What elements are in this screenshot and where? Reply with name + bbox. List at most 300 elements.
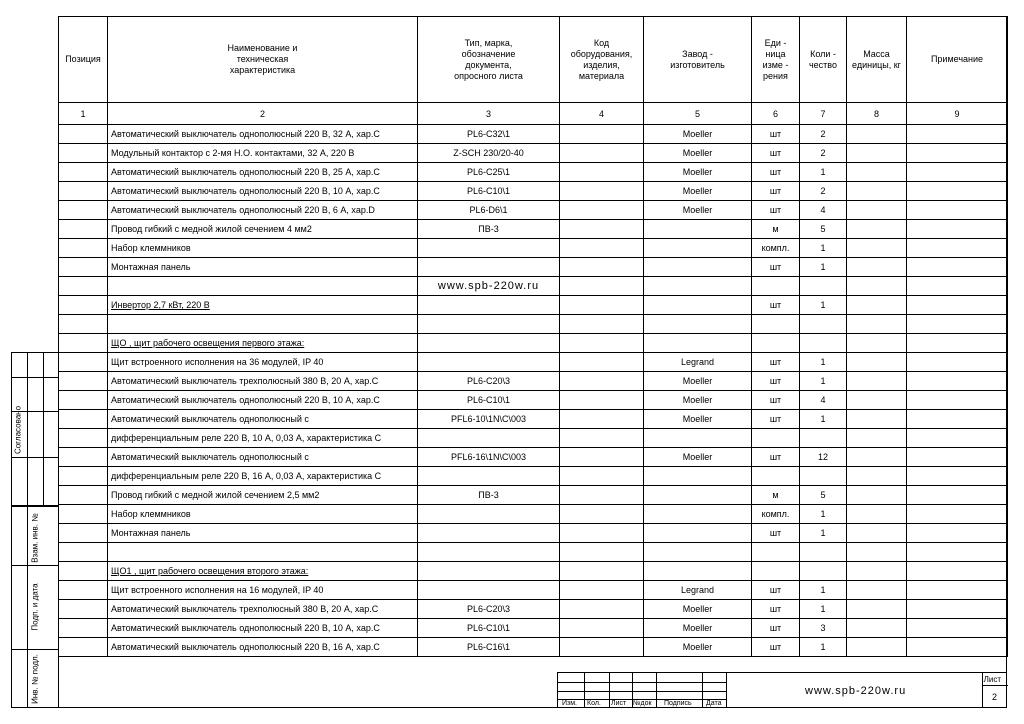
type-cell xyxy=(418,277,560,296)
col-num: 8 xyxy=(847,103,907,125)
stamp-izm: Изм. xyxy=(562,700,577,707)
unit-text: шт xyxy=(769,414,782,424)
header-type: Тип, марка, обозначение документа, опросного листа xyxy=(418,17,560,103)
qty-cell xyxy=(800,600,847,619)
type-cell xyxy=(418,391,560,410)
type-text: PL6-C10\1 xyxy=(466,395,511,405)
unit-cell xyxy=(752,448,800,467)
mass-cell xyxy=(847,410,907,429)
type-cell xyxy=(418,125,560,144)
code-cell xyxy=(560,296,644,315)
type-cell xyxy=(418,163,560,182)
inv-original-label: Инв. № подл. xyxy=(30,654,40,704)
col-num: 2 xyxy=(108,103,418,125)
qty-cell xyxy=(800,524,847,543)
maker-text: Moeller xyxy=(682,186,713,196)
maker-cell xyxy=(644,277,752,296)
code-cell xyxy=(560,144,644,163)
type-cell xyxy=(418,638,560,657)
note-cell xyxy=(907,486,1008,505)
type-cell xyxy=(418,353,560,372)
maker-cell xyxy=(644,467,752,486)
note-cell xyxy=(907,581,1008,600)
table-row xyxy=(59,353,1008,372)
unit-cell xyxy=(752,543,800,562)
qty-text: 1 xyxy=(820,528,826,538)
type-text: PFL6-10\1N\C\003 xyxy=(450,414,527,424)
col-num: 9 xyxy=(907,103,1008,125)
qty-cell xyxy=(800,334,847,353)
table-row xyxy=(59,619,1008,638)
qty-text: 1 xyxy=(820,262,826,272)
unit-text: шт xyxy=(769,167,782,177)
maker-cell xyxy=(644,505,752,524)
maker-text: Moeller xyxy=(682,129,713,139)
qty-text: 2 xyxy=(820,129,826,139)
qty-cell xyxy=(800,163,847,182)
code-cell xyxy=(560,353,644,372)
unit-cell xyxy=(752,334,800,353)
pos-cell xyxy=(59,372,108,391)
type-cell xyxy=(418,258,560,277)
table-row xyxy=(59,315,1008,334)
site-watermark: www.spb-220w.ru xyxy=(805,685,907,697)
sign-date-label: Подп. и дата xyxy=(30,583,40,631)
pos-cell xyxy=(59,353,108,372)
unit-cell xyxy=(752,220,800,239)
table-row xyxy=(59,277,1008,296)
unit-text: шт xyxy=(769,642,782,652)
unit-cell xyxy=(752,239,800,258)
note-cell xyxy=(907,562,1008,581)
maker-text: Moeller xyxy=(682,376,713,386)
name-cell xyxy=(108,163,418,182)
unit-cell xyxy=(752,619,800,638)
col-num: 3 xyxy=(418,103,560,125)
table-row xyxy=(59,163,1008,182)
column-number-row xyxy=(59,103,1008,125)
qty-text: 1 xyxy=(820,357,826,367)
maker-cell xyxy=(644,353,752,372)
qty-cell xyxy=(800,315,847,334)
code-cell xyxy=(560,524,644,543)
table-row xyxy=(59,239,1008,258)
note-cell xyxy=(907,391,1008,410)
mass-cell xyxy=(847,562,907,581)
code-cell xyxy=(560,334,644,353)
unit-text: шт xyxy=(769,604,782,614)
code-cell xyxy=(560,448,644,467)
qty-cell xyxy=(800,619,847,638)
note-cell xyxy=(907,543,1008,562)
mass-cell xyxy=(847,201,907,220)
type-cell xyxy=(418,486,560,505)
name-text: Щит встроенного исполнения на 16 модулей, IP 40 xyxy=(111,585,324,595)
qty-text: 4 xyxy=(820,205,826,215)
pos-cell xyxy=(59,429,108,448)
table-row xyxy=(59,562,1008,581)
table-row xyxy=(59,581,1008,600)
qty-cell xyxy=(800,182,847,201)
col-num: 5 xyxy=(644,103,752,125)
type-cell xyxy=(418,201,560,220)
qty-text: 1 xyxy=(820,642,826,652)
pos-cell xyxy=(59,391,108,410)
pos-cell xyxy=(59,543,108,562)
header-unit: Еди - ница изме - рения xyxy=(752,17,800,103)
maker-cell xyxy=(644,258,752,277)
unit-text: шт xyxy=(769,452,782,462)
mass-cell xyxy=(847,220,907,239)
mass-cell xyxy=(847,353,907,372)
type-text: www.spb-220w.ru xyxy=(437,280,540,292)
mass-cell xyxy=(847,486,907,505)
name-cell xyxy=(108,144,418,163)
maker-cell xyxy=(644,543,752,562)
note-cell xyxy=(907,353,1008,372)
unit-text: шт xyxy=(769,148,782,158)
qty-text: 1 xyxy=(820,509,826,519)
type-text: Z-SCH 230/20-40 xyxy=(453,148,524,158)
stamp-ndok: №док xyxy=(633,700,652,707)
code-cell xyxy=(560,372,644,391)
table-row xyxy=(59,638,1008,657)
type-cell xyxy=(418,182,560,201)
unit-cell xyxy=(752,505,800,524)
note-cell xyxy=(907,505,1008,524)
code-cell xyxy=(560,410,644,429)
note-cell xyxy=(907,163,1008,182)
name-cell xyxy=(108,638,418,657)
qty-text: 2 xyxy=(820,186,826,196)
code-cell xyxy=(560,600,644,619)
name-text: Автоматический выключатель однополюсный 220 В, 10 А, хар.С xyxy=(111,623,380,633)
maker-cell xyxy=(644,581,752,600)
header-name: Наименование и техническая характеристика xyxy=(108,17,418,103)
type-cell xyxy=(418,220,560,239)
type-cell xyxy=(418,372,560,391)
maker-cell xyxy=(644,239,752,258)
name-text: Провод гибкий с медной жилой сечением 4 мм2 xyxy=(111,224,312,234)
mass-cell xyxy=(847,163,907,182)
table-row xyxy=(59,486,1008,505)
unit-cell xyxy=(752,144,800,163)
code-cell xyxy=(560,315,644,334)
qty-cell xyxy=(800,353,847,372)
mass-cell xyxy=(847,505,907,524)
type-text: PL6-C10\1 xyxy=(466,623,511,633)
inventory-block xyxy=(11,506,58,708)
pos-cell xyxy=(59,239,108,258)
name-text: Набор клеммников xyxy=(111,509,191,519)
mass-cell xyxy=(847,372,907,391)
type-cell xyxy=(418,543,560,562)
table-row xyxy=(59,296,1008,315)
stamp-list: Лист xyxy=(611,700,627,707)
col-num: 6 xyxy=(752,103,800,125)
unit-cell xyxy=(752,638,800,657)
mass-cell xyxy=(847,524,907,543)
name-text: Автоматический выключатель трехполюсный 380 В, 20 А, хар.С xyxy=(111,376,379,386)
qty-cell xyxy=(800,125,847,144)
pos-cell xyxy=(59,163,108,182)
table-row xyxy=(59,258,1008,277)
type-text: PL6-C20\3 xyxy=(466,376,511,386)
qty-cell xyxy=(800,429,847,448)
unit-cell xyxy=(752,524,800,543)
mass-cell xyxy=(847,429,907,448)
table-row xyxy=(59,334,1008,353)
unit-text: шт xyxy=(769,300,782,310)
mass-cell xyxy=(847,391,907,410)
qty-cell xyxy=(800,296,847,315)
type-cell xyxy=(418,296,560,315)
col-num: 4 xyxy=(560,103,644,125)
unit-text: шт xyxy=(769,395,782,405)
table-row xyxy=(59,410,1008,429)
col-num: 1 xyxy=(59,103,108,125)
pos-cell xyxy=(59,524,108,543)
name-cell xyxy=(108,372,418,391)
mass-cell xyxy=(847,144,907,163)
note-cell xyxy=(907,410,1008,429)
pos-cell xyxy=(59,296,108,315)
name-text: Набор клеммников xyxy=(111,243,191,253)
qty-text: 1 xyxy=(820,243,826,253)
stamp-data: Дата xyxy=(706,700,722,707)
name-cell xyxy=(108,334,418,353)
qty-text: 1 xyxy=(820,585,826,595)
maker-text: Moeller xyxy=(682,167,713,177)
pos-cell xyxy=(59,277,108,296)
note-cell xyxy=(907,619,1008,638)
name-text: Автоматический выключатель однополюсный 220 В, 10 А, хар.С xyxy=(111,186,380,196)
table-row xyxy=(59,372,1008,391)
name-cell xyxy=(108,467,418,486)
unit-cell xyxy=(752,163,800,182)
note-cell xyxy=(907,182,1008,201)
unit-text: м xyxy=(772,490,779,500)
type-text: PL6-C32\1 xyxy=(466,129,511,139)
name-cell xyxy=(108,258,418,277)
mass-cell xyxy=(847,467,907,486)
note-cell xyxy=(907,600,1008,619)
note-cell xyxy=(907,220,1008,239)
maker-cell xyxy=(644,315,752,334)
name-text: ЩО , щит рабочего освещения первого этажа: xyxy=(111,338,305,348)
unit-text: шт xyxy=(769,129,782,139)
pos-cell xyxy=(59,448,108,467)
name-text: Автоматический выключатель однополюсный 220 В, 6 А, хар.D xyxy=(111,205,375,215)
qty-text: 4 xyxy=(820,395,826,405)
name-text: Автоматический выключатель однополюсный 220 В, 32 А, хар.С xyxy=(111,129,380,139)
code-cell xyxy=(560,391,644,410)
table-row xyxy=(59,125,1008,144)
qty-cell xyxy=(800,448,847,467)
name-text: Автоматический выключатель однополюсный с xyxy=(111,414,309,424)
maker-text: Legrand xyxy=(680,585,715,595)
qty-cell xyxy=(800,258,847,277)
code-cell xyxy=(560,467,644,486)
pos-cell xyxy=(59,182,108,201)
unit-text: шт xyxy=(769,528,782,538)
name-cell xyxy=(108,448,418,467)
agreement-block xyxy=(11,352,58,506)
unit-cell xyxy=(752,486,800,505)
unit-cell xyxy=(752,125,800,144)
unit-cell xyxy=(752,600,800,619)
code-cell xyxy=(560,486,644,505)
pos-cell xyxy=(59,258,108,277)
table-row xyxy=(59,182,1008,201)
name-text: Модульный контактор с 2-мя Н.О. контактами, 32 А, 220 В xyxy=(111,148,355,158)
pos-cell xyxy=(59,638,108,657)
code-cell xyxy=(560,562,644,581)
pos-cell xyxy=(59,619,108,638)
qty-cell xyxy=(800,486,847,505)
unit-text: шт xyxy=(769,357,782,367)
qty-text: 12 xyxy=(817,452,828,462)
maker-cell xyxy=(644,562,752,581)
code-cell xyxy=(560,182,644,201)
code-cell xyxy=(560,619,644,638)
unit-text: шт xyxy=(769,262,782,272)
note-cell xyxy=(907,277,1008,296)
note-cell xyxy=(907,372,1008,391)
name-text: ЩО1 , щит рабочего освещения второго этажа: xyxy=(111,566,309,576)
unit-text: шт xyxy=(769,585,782,595)
mass-cell xyxy=(847,182,907,201)
maker-cell xyxy=(644,638,752,657)
unit-text: шт xyxy=(769,205,782,215)
name-cell xyxy=(108,600,418,619)
code-cell xyxy=(560,258,644,277)
name-text: Автоматический выключатель однополюсный 220 В, 16 А, хар.С xyxy=(111,642,380,652)
maker-text: Legrand xyxy=(680,357,715,367)
note-cell xyxy=(907,467,1008,486)
maker-cell xyxy=(644,296,752,315)
maker-cell xyxy=(644,391,752,410)
note-cell xyxy=(907,296,1008,315)
unit-cell xyxy=(752,258,800,277)
qty-cell xyxy=(800,467,847,486)
type-text: PL6-C10\1 xyxy=(466,186,511,196)
qty-text: 5 xyxy=(820,224,826,234)
maker-text: Moeller xyxy=(682,148,713,158)
note-cell xyxy=(907,258,1008,277)
name-cell xyxy=(108,201,418,220)
note-cell xyxy=(907,429,1008,448)
maker-cell xyxy=(644,410,752,429)
maker-cell xyxy=(644,486,752,505)
type-text: PL6-D6\1 xyxy=(469,205,508,215)
sheet-number: 2 xyxy=(991,692,997,702)
title-block xyxy=(557,672,1007,708)
type-text: PL6-C16\1 xyxy=(466,642,511,652)
unit-cell xyxy=(752,391,800,410)
qty-cell xyxy=(800,239,847,258)
mass-cell xyxy=(847,296,907,315)
name-cell xyxy=(108,581,418,600)
type-cell xyxy=(418,467,560,486)
pos-cell xyxy=(59,600,108,619)
header-row xyxy=(59,17,1008,103)
qty-text: 1 xyxy=(820,376,826,386)
name-cell xyxy=(108,524,418,543)
note-cell xyxy=(907,524,1008,543)
pos-cell xyxy=(59,410,108,429)
note-cell xyxy=(907,201,1008,220)
table-row xyxy=(59,524,1008,543)
code-cell xyxy=(560,239,644,258)
name-cell xyxy=(108,239,418,258)
qty-cell xyxy=(800,638,847,657)
header-mass: Масса единицы, кг xyxy=(847,17,907,103)
name-cell xyxy=(108,315,418,334)
name-text: дифференциальным реле 220 В, 16 А, 0,03 А, характеристика С xyxy=(111,471,382,481)
name-text: Монтажная панель xyxy=(111,262,191,272)
note-cell xyxy=(907,144,1008,163)
code-cell xyxy=(560,220,644,239)
qty-cell xyxy=(800,277,847,296)
name-text: Автоматический выключатель однополюсный 220 В, 10 А, хар.С xyxy=(111,395,380,405)
type-cell xyxy=(418,581,560,600)
table-row xyxy=(59,600,1008,619)
table-row xyxy=(59,467,1008,486)
header-pos: Позиция xyxy=(59,17,108,103)
qty-text: 3 xyxy=(820,623,826,633)
maker-cell xyxy=(644,163,752,182)
table-row xyxy=(59,448,1008,467)
table-row xyxy=(59,429,1008,448)
unit-text: шт xyxy=(769,623,782,633)
maker-text: Moeller xyxy=(682,623,713,633)
mass-cell xyxy=(847,638,907,657)
type-cell xyxy=(418,619,560,638)
col-num: 7 xyxy=(800,103,847,125)
name-text: Инвертор 2,7 кВт, 220 В xyxy=(111,300,210,310)
table-row xyxy=(59,543,1008,562)
table-row xyxy=(59,201,1008,220)
mass-cell xyxy=(847,600,907,619)
qty-cell xyxy=(800,410,847,429)
name-cell xyxy=(108,125,418,144)
qty-cell xyxy=(800,144,847,163)
qty-cell xyxy=(800,562,847,581)
type-cell xyxy=(418,524,560,543)
maker-cell xyxy=(644,334,752,353)
pos-cell xyxy=(59,125,108,144)
qty-cell xyxy=(800,391,847,410)
code-cell xyxy=(560,543,644,562)
code-cell xyxy=(560,638,644,657)
name-cell xyxy=(108,353,418,372)
mass-cell xyxy=(847,619,907,638)
mass-cell xyxy=(847,239,907,258)
qty-cell xyxy=(800,201,847,220)
header-code: Код оборудования, изделия, материала xyxy=(560,17,644,103)
unit-cell xyxy=(752,467,800,486)
specification-table xyxy=(58,16,1008,657)
maker-cell xyxy=(644,144,752,163)
name-cell xyxy=(108,296,418,315)
name-cell xyxy=(108,391,418,410)
maker-cell xyxy=(644,182,752,201)
maker-cell xyxy=(644,429,752,448)
mass-cell xyxy=(847,334,907,353)
code-cell xyxy=(560,429,644,448)
type-cell xyxy=(418,144,560,163)
